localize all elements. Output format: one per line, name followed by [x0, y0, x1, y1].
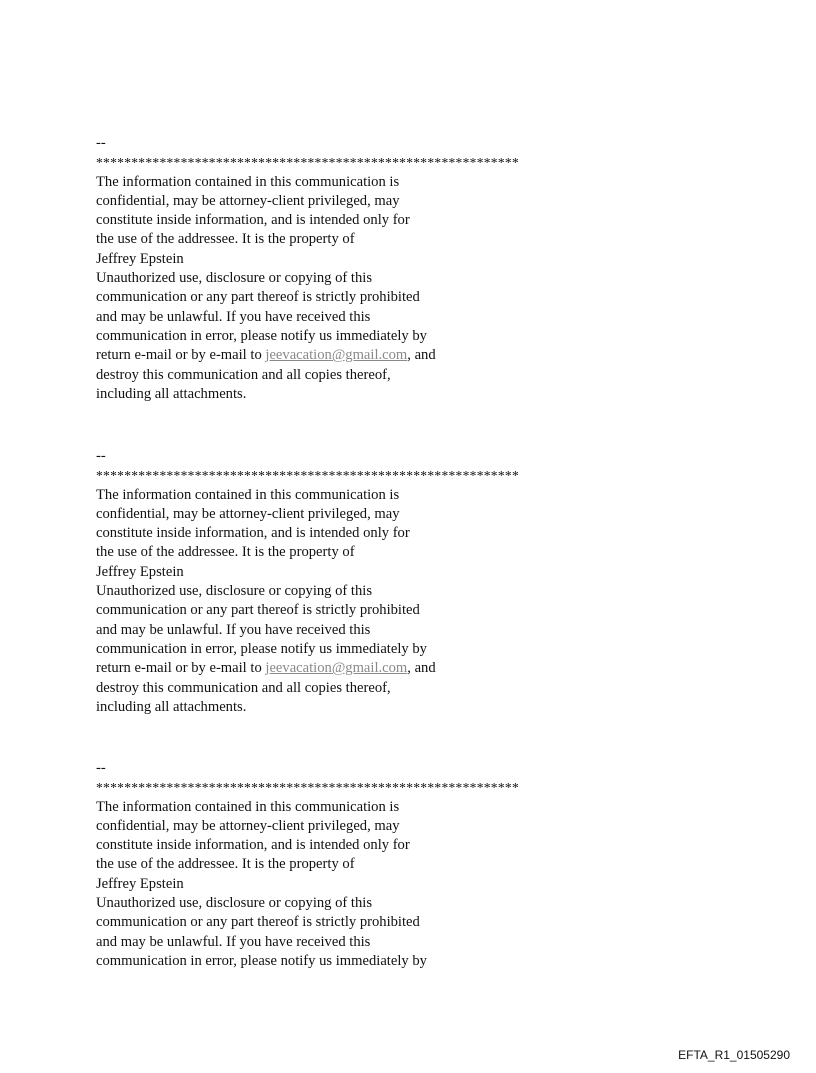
document-id: EFTA_R1_01505290: [678, 1048, 790, 1062]
return-line: [96, 346, 616, 365]
notice-line: the use of the addressee. It is the property of: [96, 544, 355, 561]
asterisk-divider: ************************************************************: [96, 468, 519, 484]
notice-line: communication or any part thereof is strictly prohibited: [96, 602, 420, 619]
return-line-suffix: , and: [407, 660, 436, 677]
return-line-prefix: return e-mail or by e-mail to: [96, 347, 266, 364]
notice-line: and may be unlawful. If you have received this: [96, 308, 371, 325]
return-line-suffix: , and: [407, 347, 436, 364]
notice-line: The information contained in this communication is: [96, 173, 400, 190]
notice-line: the use of the addressee. It is the property of: [96, 856, 355, 873]
disclaimer-block-2: [96, 447, 616, 717]
notice-line: constitute inside information, and is intended only for: [96, 837, 410, 854]
asterisk-divider: ************************************************************: [96, 780, 519, 796]
disclaimer-block-1: [96, 134, 616, 404]
notice-line: Jeffrey Epstein: [96, 563, 184, 580]
separator: --: [96, 760, 106, 776]
notice-line: confidential, may be attorney-client privileged, may: [96, 192, 400, 209]
notice-line: communication or any part thereof is strictly prohibited: [96, 289, 420, 306]
notice-line: Unauthorized use, disclosure or copying of this: [96, 583, 373, 600]
notice-line: Unauthorized use, disclosure or copying of this: [96, 895, 373, 912]
notice-line: Unauthorized use, disclosure or copying of this: [96, 270, 373, 287]
disclaimer-block-3: [96, 759, 616, 971]
notice-line: communication in error, please notify us immediately by: [96, 640, 427, 657]
asterisk-divider: ************************************************************: [96, 155, 519, 171]
separator: --: [96, 448, 106, 464]
closing-line: destroy this communication and all copies thereof,: [96, 366, 391, 383]
email-link[interactable]: jeevacation@gmail.com: [265, 347, 408, 364]
notice-line: confidential, may be attorney-client privileged, may: [96, 505, 400, 522]
closing-line: including all attachments.: [96, 385, 247, 402]
separator: --: [96, 135, 106, 151]
notice-line: The information contained in this communication is: [96, 798, 400, 815]
closing-line: destroy this communication and all copies thereof,: [96, 679, 391, 696]
notice-line: confidential, may be attorney-client privileged, may: [96, 817, 400, 834]
notice-line: and may be unlawful. If you have received this: [96, 933, 371, 950]
notice-line: Jeffrey Epstein: [96, 875, 184, 892]
notice-line: constitute inside information, and is intended only for: [96, 212, 410, 229]
return-line-prefix: return e-mail or by e-mail to: [96, 660, 266, 677]
return-line: [96, 659, 616, 678]
email-link[interactable]: jeevacation@gmail.com: [265, 660, 408, 677]
notice-line: the use of the addressee. It is the property of: [96, 231, 355, 248]
notice-line: communication in error, please notify us immediately by: [96, 327, 427, 344]
notice-line: communication in error, please notify us immediately by: [96, 952, 427, 969]
notice-line: and may be unlawful. If you have received this: [96, 621, 371, 638]
notice-line: The information contained in this communication is: [96, 486, 400, 503]
notice-line: communication or any part thereof is strictly prohibited: [96, 914, 420, 931]
notice-line: constitute inside information, and is intended only for: [96, 525, 410, 542]
notice-line: Jeffrey Epstein: [96, 250, 184, 267]
closing-line: including all attachments.: [96, 698, 247, 715]
